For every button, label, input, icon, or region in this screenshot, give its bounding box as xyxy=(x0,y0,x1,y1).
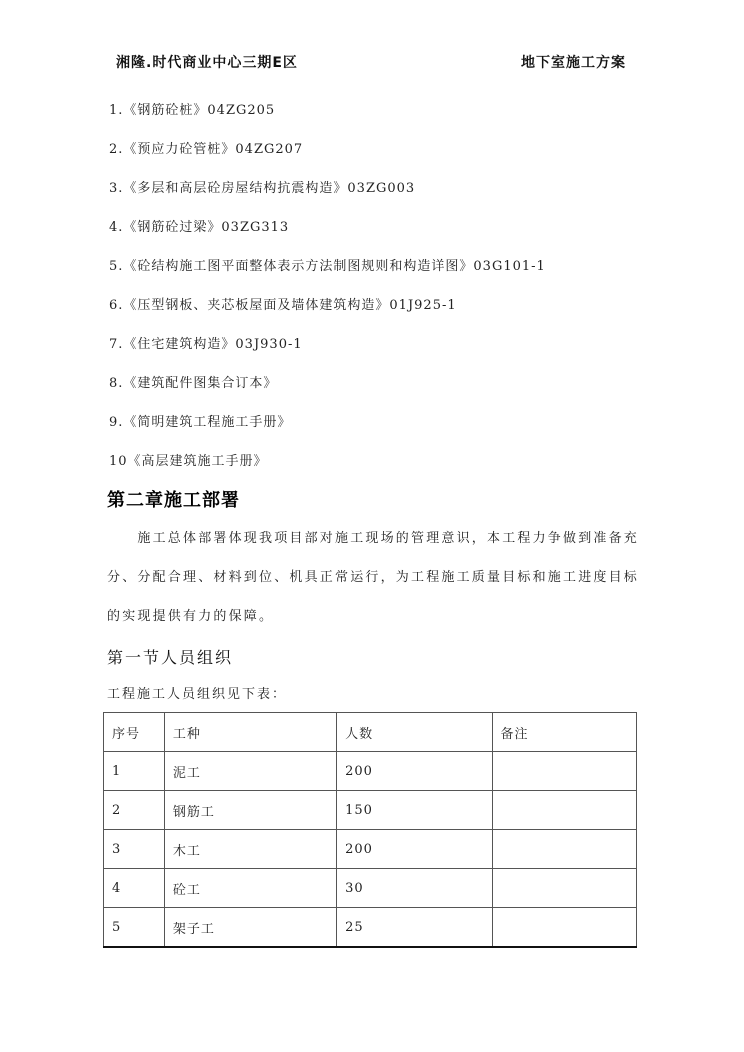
cell-trade: 钢筋工 xyxy=(164,791,336,830)
cell-trade: 砼工 xyxy=(164,869,336,908)
header-cell-remarks: 备注 xyxy=(492,713,636,752)
header-cell-index: 序号 xyxy=(104,713,165,752)
cell-remarks xyxy=(492,908,636,948)
cell-index: 3 xyxy=(104,830,165,869)
reference-item: 8.《建筑配件图集合订本》 xyxy=(109,376,278,391)
table-row xyxy=(104,908,637,948)
cell-trade: 泥工 xyxy=(164,752,336,791)
header-cell-count: 人数 xyxy=(337,713,492,752)
reference-item: 4.《钢筋砼过梁》03ZG313 xyxy=(109,220,290,235)
table-row xyxy=(104,752,637,791)
reference-item: 2.《预应力砼管桩》04ZG207 xyxy=(109,142,304,157)
paragraph-line: 的实现提供有力的保障。 xyxy=(107,609,275,624)
cell-count: 25 xyxy=(337,908,492,948)
table-header-row xyxy=(104,713,637,752)
paragraph-line: 分、分配合理、材料到位、机具正常运行，为工程施工质量目标和施工进度目标 xyxy=(107,570,640,585)
cell-count: 200 xyxy=(337,752,492,791)
reference-item: 10《高层建筑施工手册》 xyxy=(109,454,268,469)
cell-remarks xyxy=(492,830,636,869)
header-document-title: 地下室施工方案 xyxy=(521,55,626,71)
table-row xyxy=(104,791,637,830)
header-cell-trade: 工种 xyxy=(164,713,336,752)
reference-item: 3.《多层和高层砼房屋结构抗震构造》03ZG003 xyxy=(109,181,416,196)
cell-trade: 架子工 xyxy=(164,908,336,948)
cell-index: 1 xyxy=(104,752,165,791)
cell-count: 150 xyxy=(337,791,492,830)
reference-item: 5.《砼结构施工图平面整体表示方法制图规则和构造详图》03G101-1 xyxy=(109,259,546,274)
reference-item: 1.《钢筋砼桩》04ZG205 xyxy=(109,103,276,118)
cell-index: 4 xyxy=(104,869,165,908)
chapter-title: 第二章施工部署 xyxy=(107,490,240,511)
cell-count: 200 xyxy=(337,830,492,869)
cell-count: 30 xyxy=(337,869,492,908)
table-intro: 工程施工人员组织见下表： xyxy=(107,687,288,702)
cell-index: 2 xyxy=(104,791,165,830)
cell-index: 5 xyxy=(104,908,165,948)
cell-remarks xyxy=(492,869,636,908)
header-project-name: 湘隆.时代商业中心三期E区 xyxy=(116,55,298,71)
paragraph-line: 施工总体部署体现我项目部对施工现场的管理意识，本工程力争做到准备充 xyxy=(107,531,640,546)
cell-remarks xyxy=(492,791,636,830)
cell-trade: 木工 xyxy=(164,830,336,869)
reference-item: 6.《压型钢板、夹芯板屋面及墙体建筑构造》01J925-1 xyxy=(109,298,457,313)
cell-remarks xyxy=(492,752,636,791)
reference-item: 7.《住宅建筑构造》03J930-1 xyxy=(109,337,303,352)
staff-table xyxy=(103,712,637,948)
reference-item: 9.《简明建筑工程施工手册》 xyxy=(109,415,292,430)
table-row xyxy=(104,869,637,908)
table-row xyxy=(104,830,637,869)
section-title: 第一节人员组织 xyxy=(107,648,234,667)
